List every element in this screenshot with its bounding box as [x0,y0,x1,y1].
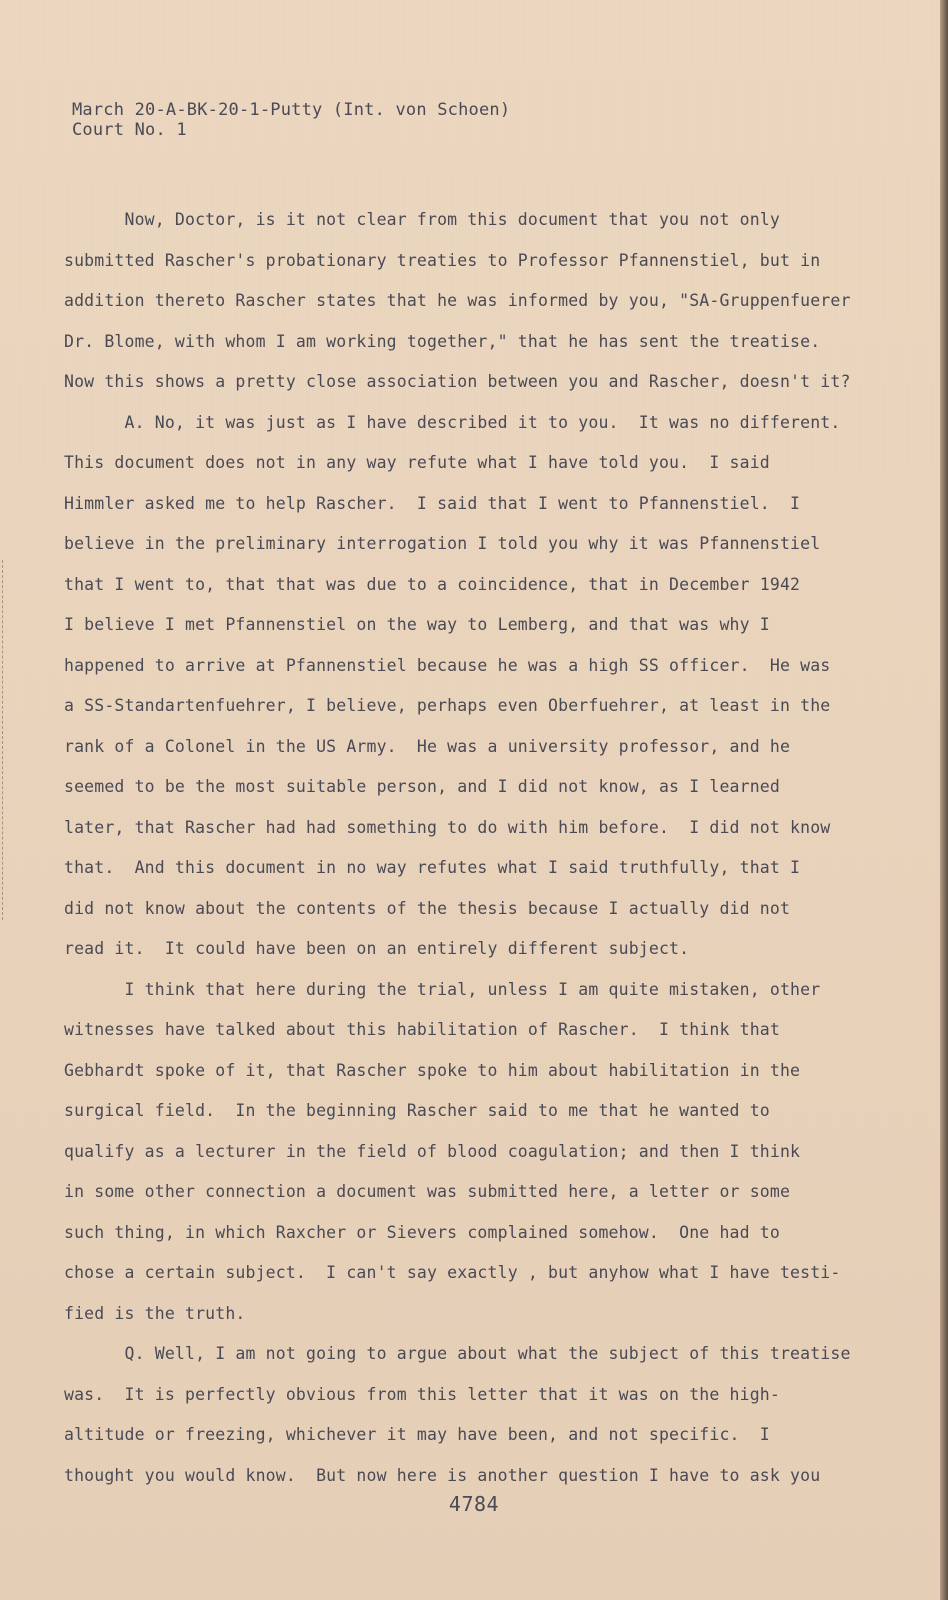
transcript-line: such thing, in which Raxcher or Sievers complained somehow. One had to [64,1222,780,1242]
transcript-line: surgical field. In the beginning Rascher said to me that he wanted to [64,1101,770,1120]
header-line-2: Court No. 1 [72,120,187,140]
transcript-line: read it. It could have been on an entirely different subject. [64,939,690,958]
transcript-line: submitted Rascher's probationary treaties to Professor Pfannenstiel, but in [64,250,821,270]
transcript-line: thought you would know. But now here is another question I have to ask you [64,1465,821,1485]
transcript-line: I believe I met Pfannenstiel on the way to Lemberg, and that was why I [64,615,770,634]
right-page-edge [940,0,948,1600]
transcript-line: Q. Well, I am not going to argue about what the subject of this treatise [64,1344,851,1363]
transcript-line: was. It is perfectly obvious from this letter that it was on the high- [64,1384,780,1404]
transcript-line: Now this shows a pretty close association between you and Rascher, doesn't it? [64,372,851,391]
transcript-line: a SS-Standartenfuehrer, I believe, perhaps even Oberfuehrer, at least in the [64,696,831,715]
transcript-line: Gebhardt spoke of it, that Rascher spoke to him about habilitation in the [64,1060,801,1080]
transcript-line: I think that here during the trial, unless I am quite mistaken, other [64,979,821,999]
transcript-line: that I went to, that that was due to a coincidence, that in December 1942 [64,574,801,594]
transcript-line: addition thereto Rascher states that he was informed by you, "SA-Gruppenfuerer [64,291,851,310]
transcript-line: in some other connection a document was submitted here, a letter or some [64,1182,791,1201]
page-number: 4784 [448,1492,500,1516]
transcript-line: fied is the truth. [64,1303,246,1323]
header-line-1: March 20-A-BK-20-1-Putty (Int. von Schoen) [72,100,511,120]
transcript-line: chose a certain subject. I can't say exactly , but anyhow what I have testi- [64,1263,841,1282]
transcript-line: A. No, it was just as I have described it to you. It was no different. [64,412,841,432]
transcript-line: happened to arrive at Pfannenstiel because he was a high SS officer. He was [64,655,831,675]
transcript-body [64,200,874,1496]
transcript-line: Now, Doctor, is it not clear from this document that you not only [64,210,780,229]
transcript-line: Himmler asked me to help Rascher. I said that I went to Pfannenstiel. I [64,493,801,513]
transcript-line: that. And this document in no way refutes what I said truthfully, that I [64,858,801,877]
transcript-line: believe in the preliminary interrogation I told you why it was Pfannenstiel [64,534,821,553]
left-margin-mark [2,560,5,920]
transcript-line: witnesses have talked about this habilitation of Rascher. I think that [64,1020,780,1039]
transcript-line: altitude or freezing, whichever it may have been, and not specific. I [64,1425,770,1444]
transcript-line: This document does not in any way refute what I have told you. I said [64,453,770,472]
transcript-line: did not know about the contents of the thesis because I actually did not [64,898,791,918]
transcript-line: qualify as a lecturer in the field of blood coagulation; and then I think [64,1141,801,1161]
transcript-line: Dr. Blome, with whom I am working together," that he has sent the treatise. [64,331,821,351]
transcript-line: rank of a Colonel in the US Army. He was a university professor, and he [64,736,791,756]
document-header [72,100,510,140]
transcript-line: seemed to be the most suitable person, and I did not know, as I learned [64,777,780,796]
transcript-line: later, that Rascher had had something to do with him before. I did not know [64,817,831,837]
